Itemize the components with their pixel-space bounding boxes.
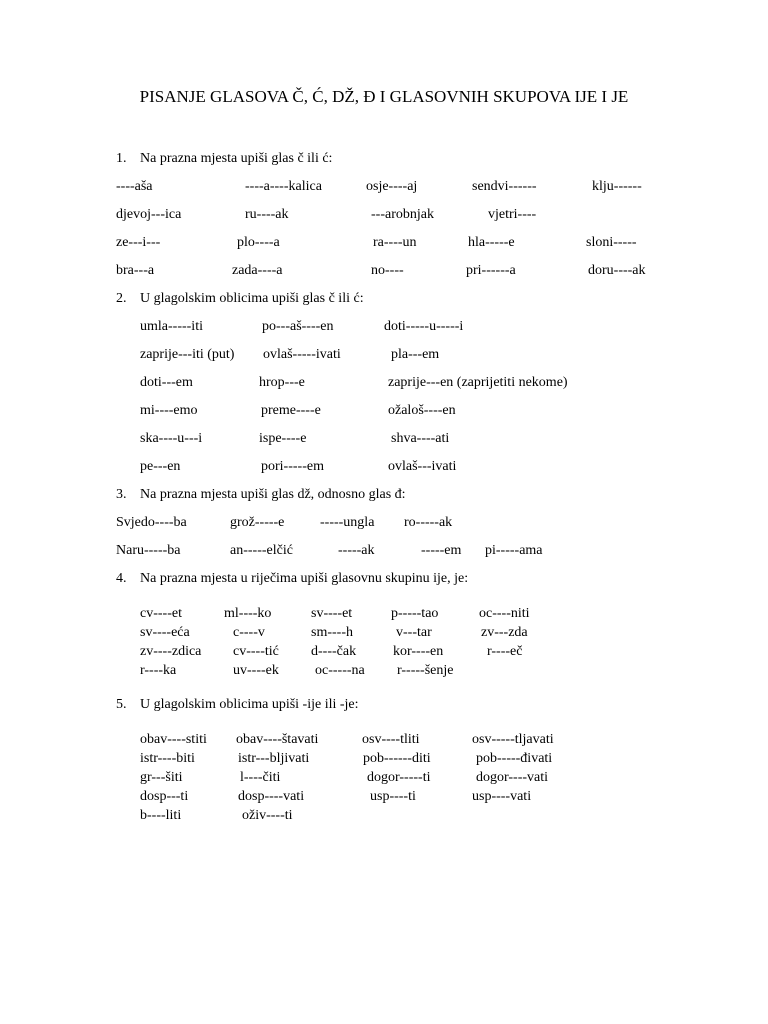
exercise-word: b----liti [140, 808, 182, 823]
exercise-word: usp----ti [370, 789, 416, 804]
exercise-word: ska----u---i [140, 431, 203, 446]
exercise-word: v---tar [396, 625, 432, 640]
exercise-row [0, 807, 768, 825]
exercise-word: usp----vati [472, 789, 532, 804]
question-number: 3. [116, 487, 127, 502]
exercise-word: vjetri---- [488, 207, 537, 222]
exercise-row [0, 233, 768, 255]
exercise-word: pob-----đivati [476, 751, 553, 766]
exercise-row [0, 429, 768, 451]
exercise-word: djevoj---ica [116, 207, 182, 222]
exercise-word: r----eč [487, 644, 523, 659]
exercise-word: zv----zdica [140, 644, 202, 659]
exercise-word: dogor-----ti [367, 770, 431, 785]
exercise-word: pri------a [466, 263, 516, 278]
exercise-row [0, 177, 768, 199]
exercise-word: -----em [421, 543, 462, 558]
exercise-row [0, 401, 768, 423]
exercise-word: pe---en [140, 459, 181, 474]
exercise-word: oživ----ti [242, 808, 293, 823]
exercise-word: bra---a [116, 263, 155, 278]
exercise-word: pla---em [391, 347, 440, 362]
exercise-row [0, 788, 768, 806]
exercise-word: sv----eća [140, 625, 190, 640]
question-number: 1. [116, 151, 127, 166]
question-text: U glagolskim oblicima upiši -ije ili -je: [140, 697, 359, 712]
question-number: 2. [116, 291, 127, 306]
exercise-word: ze---i--- [116, 235, 161, 250]
exercise-word: obav----štavati [236, 732, 319, 747]
question-number: 5. [116, 697, 127, 712]
exercise-row [0, 541, 768, 563]
exercise-row [0, 373, 768, 395]
exercise-word: uv----ek [233, 663, 279, 678]
exercise-word: grož-----e [230, 515, 285, 530]
exercise-word: plo----a [237, 235, 280, 250]
exercise-word: l----čiti [240, 770, 281, 785]
exercise-word: kor----en [393, 644, 444, 659]
exercise-word: cv----tić [233, 644, 279, 659]
question-number: 4. [116, 571, 127, 586]
exercise-word: sendvi------ [472, 179, 537, 194]
exercise-row [0, 643, 768, 661]
exercise-word: mi----emo [140, 403, 198, 418]
exercise-word: -----ak [338, 543, 375, 558]
exercise-row [0, 769, 768, 787]
exercise-word: ml----ko [224, 606, 272, 621]
exercise-word: pori-----em [261, 459, 324, 474]
question-text: U glagolskim oblicima upiši glas č ili ć: [140, 291, 364, 306]
exercise-word: hla-----e [468, 235, 515, 250]
exercise-word: zaprije---en (zaprijetiti nekome) [388, 375, 568, 390]
exercise-word: dogor----vati [476, 770, 549, 785]
exercise-word: obav----stiti [140, 732, 207, 747]
exercise-word: doti---em [140, 375, 193, 390]
exercise-word: c----v [233, 625, 265, 640]
exercise-word: umla-----iti [140, 319, 203, 334]
exercise-word: dosp----vati [238, 789, 305, 804]
exercise-word: ro-----ak [404, 515, 453, 530]
exercise-word: doru----ak [588, 263, 646, 278]
exercise-word: ----aša [116, 179, 153, 194]
exercise-word: shva----ati [391, 431, 450, 446]
exercise-word: preme----e [261, 403, 321, 418]
exercise-word: ovlaš-----ivati [263, 347, 341, 362]
exercise-word: zv---zda [481, 625, 528, 640]
exercise-row [0, 205, 768, 227]
exercise-row [0, 513, 768, 535]
exercise-word: pi-----ama [485, 543, 543, 558]
exercise-row [0, 457, 768, 479]
exercise-row [0, 605, 768, 623]
exercise-word: Naru-----ba [116, 543, 181, 558]
exercise-word: cv----et [140, 606, 182, 621]
question-text: Na prazna mjesta upiši glas dž, odnosno glas đ: [140, 487, 406, 502]
exercise-row [0, 731, 768, 749]
exercise-row [0, 750, 768, 768]
exercise-word: r----ka [140, 663, 177, 678]
exercise-word: -----ungla [320, 515, 375, 530]
exercise-word: dosp---ti [140, 789, 189, 804]
exercise-word: ožaloš----en [388, 403, 456, 418]
question-text: Na prazna mjesta u riječima upiši glasovnu skupinu ije, je: [140, 571, 469, 586]
exercise-word: zada----a [232, 263, 283, 278]
exercise-word: p-----tao [391, 606, 439, 621]
exercise-word: pob------diti [363, 751, 431, 766]
exercise-row [0, 624, 768, 642]
exercise-row [0, 662, 768, 680]
exercise-word: an-----elčić [230, 543, 293, 558]
exercise-row [0, 317, 768, 339]
exercise-word: Svjedo----ba [116, 515, 187, 530]
exercise-word: zaprije---iti (put) [140, 347, 235, 362]
exercise-word: osv-----tljavati [472, 732, 554, 747]
exercise-row [0, 261, 768, 283]
exercise-word: hrop---e [259, 375, 305, 390]
exercise-word: ----a----kalica [245, 179, 322, 194]
exercise-word: ispe----e [259, 431, 307, 446]
exercise-word: klju------ [592, 179, 642, 194]
exercise-word: oc----niti [479, 606, 530, 621]
question-text: Na prazna mjesta upiši glas č ili ć: [140, 151, 333, 166]
exercise-word: oc-----na [315, 663, 365, 678]
exercise-word: ---arobnjak [371, 207, 434, 222]
exercise-word: sloni----- [586, 235, 637, 250]
exercise-word: sm----h [311, 625, 353, 640]
exercise-row [0, 345, 768, 367]
exercise-word: ovlaš---ivati [388, 459, 457, 474]
page-title: PISANJE GLASOVA Č, Ć, DŽ, Đ I GLASOVNIH SKUPOVA IJE I JE [139, 87, 629, 106]
exercise-word: gr---šiti [140, 770, 183, 785]
exercise-word: istr----biti [140, 751, 195, 766]
exercise-word: ra----un [373, 235, 417, 250]
exercise-word: ru----ak [245, 207, 289, 222]
exercise-word: d----čak [311, 644, 357, 659]
exercise-word: r-----šenje [397, 663, 454, 678]
exercise-word: no---- [371, 263, 404, 278]
exercise-word: doti-----u-----i [384, 319, 464, 334]
exercise-word: sv----et [311, 606, 353, 621]
exercise-word: po---aš----en [262, 319, 334, 334]
exercise-word: osv----tliti [362, 732, 420, 747]
exercise-word: osje----aj [366, 179, 418, 194]
exercise-word: istr---bljivati [238, 751, 310, 766]
